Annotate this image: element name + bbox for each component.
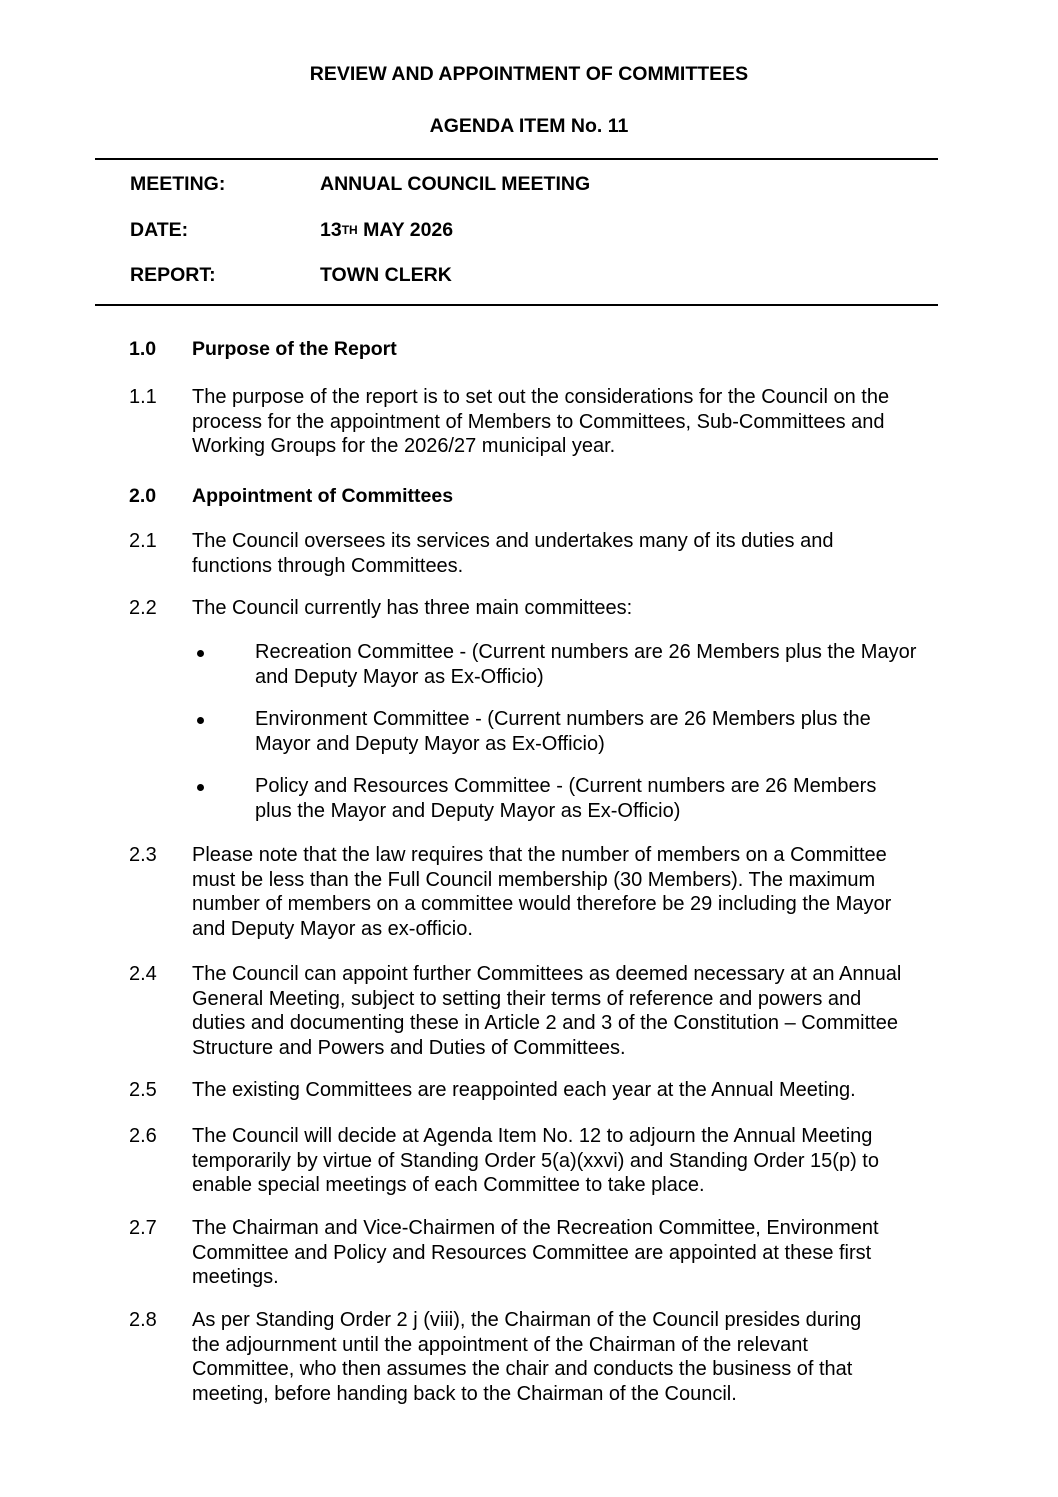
bullet-icon (197, 717, 204, 724)
date-label: DATE: (130, 219, 189, 241)
section-title: Purpose of the Report (192, 338, 397, 360)
meeting-value: ANNUAL COUNCIL MEETING (320, 173, 591, 195)
paragraph-text: The purpose of the report is to set out the considerations for the Council on the process for the appointment of Members to Committees, Sub-Committees and Working Groups for the 2026/27 municipal year. (192, 386, 890, 457)
paragraph-number: 2.3 (129, 844, 157, 866)
section-number: 1.0 (129, 338, 157, 360)
paragraph-number: 2.2 (129, 597, 157, 619)
section-title: Appointment of Committees (192, 485, 454, 507)
bottom-divider (95, 304, 938, 306)
paragraph-text: Please note that the law requires that the number of members on a Committee must be less than the Full Council membership (30 Members). The maximum number of members on a committee would therefore be 29 including the Mayor and Deputy Mayor as ex-officio. (192, 844, 892, 940)
list-item-text: Environment Committee - (Current numbers are 26 Members plus the Mayor and Deputy Mayor as Ex-Officio) (255, 708, 871, 755)
paragraph-number: 2.4 (129, 963, 157, 985)
report-value: TOWN CLERK (320, 264, 452, 286)
paragraph-number: 2.5 (129, 1079, 157, 1101)
list-item-text: Recreation Committee - (Current numbers are 26 Members plus the Mayor and Deputy Mayor as Ex-Officio) (255, 641, 917, 688)
paragraph-text: The Council currently has three main committees: (192, 597, 633, 619)
bullet-icon (197, 650, 204, 657)
agenda-item-heading: AGENDA ITEM No. 11 (429, 115, 629, 137)
bullet-icon (197, 784, 204, 791)
date-suffix: TH (341, 223, 358, 237)
paragraph-text: The Council can appoint further Committees as deemed necessary at an Annual General Meeting, subject to setting their terms of reference and powers and duties and documenting these in Article 2 and 3 of the Constitution – Committee Structure and Powers and Duties of Committees. (192, 963, 902, 1059)
report-label: REPORT: (130, 264, 216, 286)
paragraph-number: 2.7 (129, 1217, 157, 1239)
paragraph-number: 2.8 (129, 1309, 157, 1331)
paragraph-number: 2.1 (129, 530, 157, 552)
section-number: 2.0 (129, 485, 157, 507)
paragraph-text: As per Standing Order 2 j (viii), the Chairman of the Council presides during the adjournment until the appointment of the Chairman of the relevant Committee, who then assumes the chair and conducts the business of that meeting, before handing back to the Chairman of the Council. (192, 1309, 862, 1405)
paragraph-number: 1.1 (129, 386, 157, 408)
paragraph-text: The Council will decide at Agenda Item No. 12 to adjourn the Annual Meeting temporarily by virtue of Standing Order 5(a)(xxvi) and Standing Order 15(p) to enable special meetings of each Committee to take place. (192, 1125, 879, 1196)
document-title: REVIEW AND APPOINTMENT OF COMMITTEES (309, 63, 749, 85)
date-value (320, 218, 453, 242)
paragraph-number: 2.6 (129, 1125, 157, 1147)
paragraph-text: The Chairman and Vice-Chairmen of the Recreation Committee, Environment Committee and Policy and Resources Committee are appointed at these first meetings. (192, 1217, 879, 1288)
paragraph-text: The existing Committees are reappointed each year at the Annual Meeting. (192, 1079, 856, 1101)
top-divider (95, 158, 938, 160)
meeting-label: MEETING: (130, 173, 226, 195)
paragraph-text: The Council oversees its services and undertakes many of its duties and functions through Committees. (192, 530, 834, 577)
date-rest: MAY 2026 (357, 219, 454, 241)
date-day: 13 (320, 219, 342, 241)
list-item-text: Policy and Resources Committee - (Current numbers are 26 Members plus the Mayor and Deputy Mayor as Ex-Officio) (255, 775, 877, 822)
